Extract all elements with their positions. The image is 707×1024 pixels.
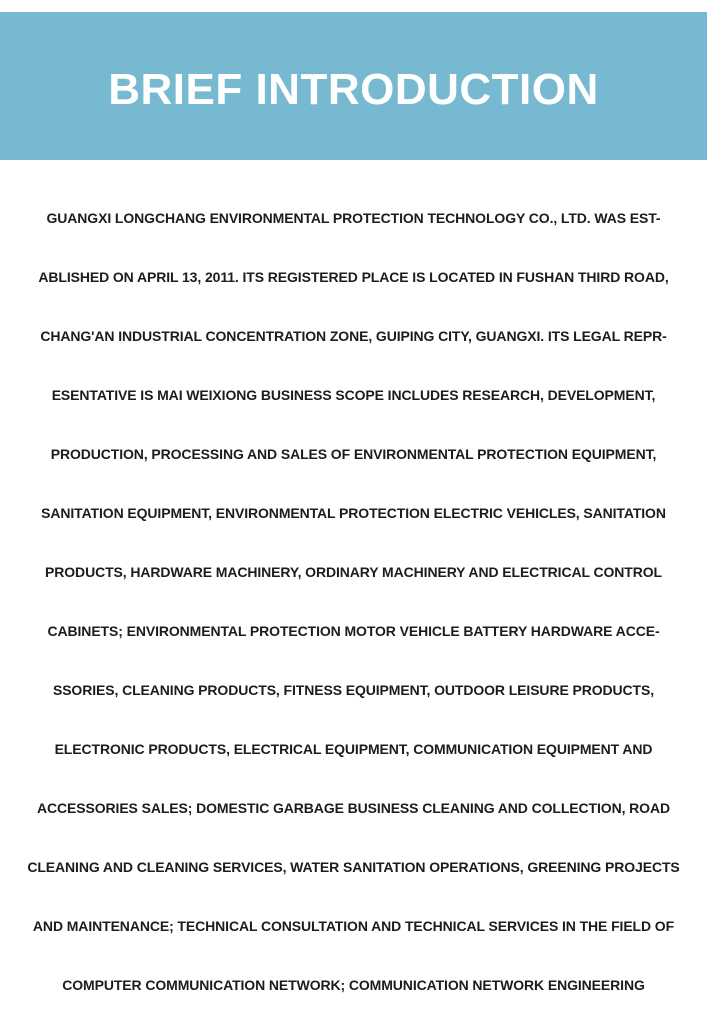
intro-line: COMPUTER COMMUNICATION NETWORK; COMMUNICATION NETWORK ENGINEERING — [62, 977, 645, 993]
header-banner — [0, 12, 707, 160]
intro-line: CLEANING AND CLEANING SERVICES, WATER SANITATION OPERATIONS, GREENING PROJECTS — [27, 859, 680, 875]
intro-line: CABINETS; ENVIRONMENTAL PROTECTION MOTOR VEHICLE BATTERY HARDWARE ACCE- — [47, 623, 660, 639]
intro-line: SANITATION EQUIPMENT, ENVIRONMENTAL PROTECTION ELECTRIC VEHICLES, SANITATION — [41, 505, 666, 521]
intro-line: AND MAINTENANCE; TECHNICAL CONSULTATION AND TECHNICAL SERVICES IN THE FIELD OF — [32, 918, 675, 934]
page-title: BRIEF INTRODUCTION — [108, 65, 599, 114]
intro-line: ELECTRONIC PRODUCTS, ELECTRICAL EQUIPMENT, COMMUNICATION EQUIPMENT AND — [54, 741, 653, 757]
intro-line: PRODUCTS, HARDWARE MACHINERY, ORDINARY MACHINERY AND ELECTRICAL CONTROL — [45, 564, 662, 580]
intro-line: SSORIES, CLEANING PRODUCTS, FITNESS EQUIPMENT, OUTDOOR LEISURE PRODUCTS, — [52, 682, 655, 698]
intro-line: CHANG'AN INDUSTRIAL CONCENTRATION ZONE, GUIPING CITY, GUANGXI. ITS LEGAL REPR- — [40, 328, 667, 344]
intro-line: ACCESSORIES SALES; DOMESTIC GARBAGE BUSINESS CLEANING AND COLLECTION, ROAD — [36, 800, 670, 816]
intro-line: GUANGXI LONGCHANG ENVIRONMENTAL PROTECTION TECHNOLOGY CO., LTD. WAS EST- — [46, 210, 661, 226]
intro-line: PRODUCTION, PROCESSING AND SALES OF ENVIRONMENTAL PROTECTION EQUIPMENT, — [50, 446, 657, 462]
intro-line: ESENTATIVE IS MAI WEIXIONG BUSINESS SCOPE INCLUDES RESEARCH, DEVELOPMENT, — [51, 387, 656, 403]
intro-line: ABLISHED ON APRIL 13, 2011. ITS REGISTERED PLACE IS LOCATED IN FUSHAN THIRD ROAD, — [38, 269, 669, 285]
intro-paragraph — [0, 189, 707, 1015]
top-margin — [0, 0, 707, 12]
